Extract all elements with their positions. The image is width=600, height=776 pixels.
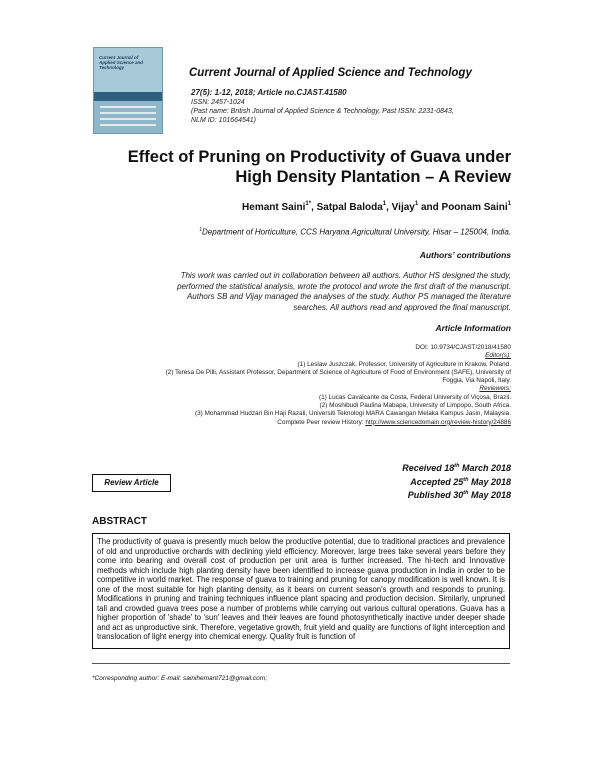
paper-title: Effect of Pruning on Productivity of Guava under High Density Plantation – A Review: [127, 148, 511, 186]
abstract-heading: ABSTRACT: [92, 516, 147, 527]
cover-title: Current Journal of Applied Science and Technology: [99, 55, 144, 70]
issn: ISSN: 2457-1024: [191, 99, 245, 106]
cover-band: [94, 92, 162, 101]
corresponding-author-footnote: *Corresponding author: E-mail: sainihemant721@gmail.com;: [92, 675, 267, 682]
editors-label: Editor(s):: [485, 352, 511, 360]
footnote-divider: [92, 663, 510, 664]
article-type-badge: Review Article: [92, 474, 171, 492]
affiliation: $^1$Department of Horticulture, CCS Haryana Agricultural University, Hisar – 125004, India.: [199, 227, 511, 237]
author-superscript: 1: [507, 201, 511, 207]
abstract-text: The productivity of guava is presently much below the productive potential, due to traditional practices and prevalence of old and unproductive orchards with declining yield efficiency. Moreover, large trees take several years before they come into bearing and overall cost of production per unit area is further increased. The hi-tech and Innovative methods which include high planting density have been identified to increase guava production in India in order to be competitive in world market. The response of guava to training and pruning for canopy modification is well known. It is one of the most suitable for high planting density, as it bears on current season's growth and responds to pruning. Modifications in pruning and training techniques influence plant spacing and production decision. Similarly, unpruned tall and crowded guava trees pose a number of problems while carrying out various cultural operations. Guava has a higher proportion of 'shade' to 'sun' leaves and their leaves are found photosynthetically inactive under deeper shade and act as unproductive sink. Therefore, vegetative growth, fruit yield and quality are functions of light interception and translocation of light energy into chemical energy. Quality fruit is function of: [97, 537, 505, 642]
author-name: Poonam Saini: [441, 202, 508, 213]
reviewer-item: (3) Mohammad Hudzari Bin Haji Razali, Universiti Teknologi MARA Cawangan Melaka Kampus Jasin, Malaysia.: [195, 410, 511, 418]
author-superscript: 1*: [305, 201, 312, 207]
author-name: Satpal Baloda: [316, 202, 383, 213]
author-list: Hemant Saini$^{1*}$, Satpal Baloda$^1$, Vijay$^1$ and Poonam Saini$^1$: [242, 201, 511, 213]
abstract-box: [92, 533, 510, 649]
journal-name: Current Journal of Applied Science and Technology: [189, 67, 472, 79]
article-info: [11, 344, 511, 427]
volume-info: 27(5): 1-12, 2018; Article no.CJAST.41580: [191, 88, 347, 97]
author-superscript: 1: [382, 201, 387, 207]
contributions-heading: Authors’ contributions: [419, 250, 511, 260]
nlm-id: NLM ID: 101664541): [191, 117, 256, 124]
author-superscript: 1: [414, 201, 419, 207]
accepted-date: Accepted 25th May 2018: [410, 476, 511, 487]
editor-item: (2) Teresa De Pilli, Assistant Professor, Department of Science of Agriculture of Food of Environment (SAFE), University of: [165, 368, 511, 376]
contributions-text: This work was carried out in collaboration between all authors. Author HS designed the study, performed the statistical analysis, wrote the protocol and wrote the first draft of the manuscript. Authors SB and Vijay managed the analyses of the study. Author PS managed the literature searches. All authors read and approved the final manuscript.: [177, 271, 511, 312]
author-name: Vijay: [391, 202, 415, 213]
journal-meta: [191, 88, 454, 125]
reviewer-item: (1) Lucas Cavalcante da Costa, Federal University of Viçosa, Brazil.: [318, 393, 511, 401]
reviewer-item: (2) Moshibudi Paulina Mabapa, University of Limpopo, South Africa.: [319, 402, 511, 410]
publication-dates: [402, 461, 511, 502]
doi: DOI: 10.9734/CJAST/2018/41580: [415, 344, 511, 351]
editor-item: (1) Leslaw Juszczak, Professor, University of Agriculture in Krakow, Poland.: [297, 360, 511, 368]
cover-decoration: [100, 106, 156, 130]
past-name: (Past name: British Journal of Applied Science & Technology, Past ISSN: 2231-0843,: [191, 108, 454, 115]
reviewers-label: Reviewers:: [479, 385, 511, 393]
received-date: Received 18th March 2018: [402, 463, 511, 473]
article-info-heading: Article Information: [435, 323, 511, 333]
author-name: Hemant Saini: [242, 202, 306, 213]
journal-cover-image: [93, 47, 163, 134]
review-history-link[interactable]: http://www.sciencedomain.org/review-history/24886: [365, 418, 511, 426]
published-date: Published 30th May 2018: [407, 490, 511, 500]
editor-item: Foggia, Via Napoli, Italy.: [442, 377, 511, 385]
review-history: Complete Peer review History: http://www.sciencedomain.org/review-history/24886: [277, 418, 511, 426]
